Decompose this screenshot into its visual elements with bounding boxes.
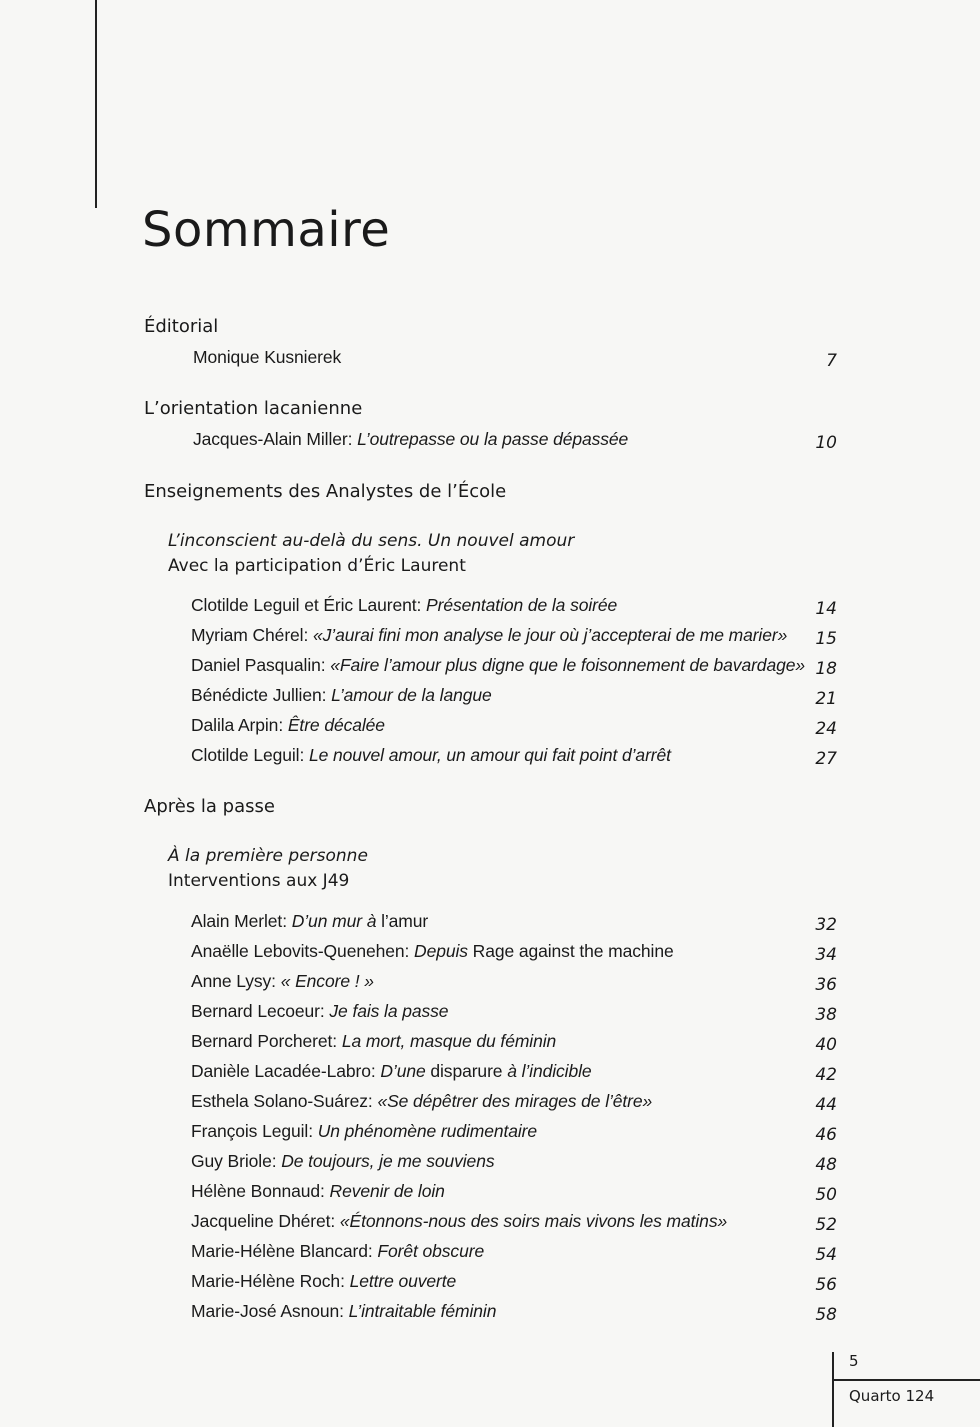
toc-entry[interactable]: Marie-José Asnoun: L’intraitable féminin 58 [191,1301,837,1325]
section-heading-enseignements: Enseignements des Analystes de l’École [144,481,507,502]
entry-author: Hélène Bonnaud [191,1181,320,1201]
entry-page: 24 [815,719,837,739]
entry-author: Bénédicte Jullien [191,685,322,705]
entry-title: D’une [380,1061,426,1081]
entry-page: 36 [815,975,837,995]
entry-page: 15 [815,629,837,649]
footer-rule-vertical [832,1352,834,1427]
entry-page: 34 [815,945,837,965]
section-note: Avec la participation d’Éric Laurent [168,556,466,576]
toc-entry[interactable]: Hélène Bonnaud: Revenir de loin 50 [191,1181,837,1205]
entry-page: 42 [815,1065,837,1085]
entry-author: Bernard Porcheret [191,1031,333,1051]
toc-entry[interactable]: Marie-Hélène Blancard: Forêt obscure 54 [191,1241,837,1265]
entry-title: La mort, masque du féminin [341,1031,557,1051]
entry-page: 48 [815,1155,837,1175]
entry-author: François Leguil [191,1121,309,1141]
entry-page: 56 [815,1275,837,1295]
entry-author: Jacqueline Dhéret [191,1211,331,1231]
entry-title: L’amour de la langue [331,685,492,705]
toc-entry[interactable]: Clotilde Leguil: Le nouvel amour, un amour qui fait point d’arrêt 27 [191,745,837,769]
entry-title: « Encore ! » [280,971,374,991]
entry-page: 7 [826,351,837,371]
entry-title: De toujours, je me souviens [281,1151,495,1171]
entry-title-roman: l’amur [376,911,429,931]
entry-title: Le nouvel amour, un amour qui fait point d’arrêt [308,745,671,765]
section-subtitle: L’inconscient au-delà du sens. Un nouvel amour [168,531,575,551]
entry-page: 52 [815,1215,837,1235]
entry-page: 50 [815,1185,837,1205]
entry-author: Danièle Lacadée-Labro [191,1061,371,1081]
page-number: 5 [849,1352,859,1370]
toc-entry[interactable]: Danièle Lacadée-Labro: D’une disparure à l’indicible 42 [191,1061,837,1085]
entry-title: «J’aurai fini mon analyse le jour où j’accepterai de me marier» [313,625,788,645]
entry-author: Guy Briole [191,1151,272,1171]
entry-page: 14 [815,599,837,619]
entry-author: Marie-Hélène Blancard [191,1241,368,1261]
entry-title: Être décalée [287,715,385,735]
entry-page: 40 [815,1035,837,1055]
entry-title-roman: disparure [425,1061,508,1081]
entry-page: 58 [815,1305,837,1325]
entry-title: Revenir de loin [329,1181,445,1201]
entry-title: Depuis [414,941,468,961]
entry-title: L’outrepasse ou la passe dépassée [357,429,629,449]
toc-entry[interactable] [193,347,837,371]
entry-author: Clotilde Leguil et Éric Laurent [191,595,417,615]
entry-author: Esthela Solano-Suárez [191,1091,368,1111]
entry-author: Monique Kusnierek [193,347,342,367]
entry-title: L’intraitable féminin [348,1301,497,1321]
toc-entry[interactable]: Esthela Solano-Suárez: «Se dépêtrer des mirages de l’être» 44 [191,1091,837,1115]
toc-entry[interactable]: Bénédicte Jullien: L’amour de la langue 21 [191,685,837,709]
entry-title: Un phénomène rudimentaire [317,1121,538,1141]
toc-entry[interactable]: Jacques-Alain Miller: L’outrepasse ou la passe dépassée 10 [193,429,837,453]
toc-entry[interactable]: Clotilde Leguil et Éric Laurent: Présentation de la soirée 14 [191,595,837,619]
entry-title: Présentation de la soirée [426,595,618,615]
toc-entry[interactable]: Myriam Chérel: «J’aurai fini mon analyse le jour où j’accepterai de me marier» 15 [191,625,837,649]
entry-page: 10 [815,433,837,453]
entry-title: «Se dépêtrer des mirages de l’être» [377,1091,653,1111]
entry-author: Anaëlle Lebovits-Quenehen [191,941,405,961]
entry-author: Anne Lysy [191,971,272,991]
entry-title: «Étonnons-nous des soirs mais vivons les matins» [339,1211,728,1231]
entry-title: Je fais la passe [329,1001,449,1021]
entry-title: Lettre ouverte [349,1271,457,1291]
entry-author: Myriam Chérel [191,625,304,645]
entry-page: 32 [815,915,837,935]
entry-title-roman: Rage against the machine [467,941,674,961]
entry-author: Marie-José Asnoun [191,1301,340,1321]
entry-page: 27 [815,749,837,769]
toc-entry[interactable]: Alain Merlet: D’un mur à l’amur 32 [191,911,837,935]
toc-entry[interactable]: Guy Briole: De toujours, je me souviens 48 [191,1151,837,1175]
toc-entry[interactable]: François Leguil: Un phénomène rudimentaire 46 [191,1121,837,1145]
entry-author: Alain Merlet [191,911,283,931]
entry-author: Bernard Lecoeur [191,1001,320,1021]
entry-page: 46 [815,1125,837,1145]
entry-page: 54 [815,1245,837,1265]
toc-entry[interactable]: Jacqueline Dhéret: «Étonnons-nous des soirs mais vivons les matins» 52 [191,1211,837,1235]
entry-title: «Faire l’amour plus digne que le foisonnement de bavardage» [330,655,805,675]
section-heading-apres-la-passe: Après la passe [144,796,275,817]
entry-page: 38 [815,1005,837,1025]
entry-author: Dalila Arpin [191,715,279,735]
toc-entry[interactable]: Daniel Pasqualin: «Faire l’amour plus digne que le foisonnement de bavardage» 18 [191,655,837,679]
page-title: Sommaire [142,202,391,258]
entry-title: Forêt obscure [377,1241,485,1261]
toc-entry[interactable]: Anne Lysy: « Encore ! » 36 [191,971,837,995]
entry-author: Daniel Pasqualin [191,655,321,675]
entry-title-end: à l’indicible [507,1061,592,1081]
section-subtitle: À la première personne [168,846,368,866]
entry-page: 44 [815,1095,837,1115]
entry-author: Marie-Hélène Roch [191,1271,341,1291]
toc-entry[interactable]: Bernard Lecoeur: Je fais la passe 38 [191,1001,837,1025]
section-heading-editorial: Éditorial [144,316,219,337]
entry-title: D’un mur à [291,911,377,931]
entry-page: 21 [815,689,837,709]
journal-name: Quarto 124 [849,1387,935,1405]
entry-author: Clotilde Leguil [191,745,300,765]
toc-entry[interactable]: Bernard Porcheret: La mort, masque du féminin 40 [191,1031,837,1055]
entry-author: Jacques-Alain Miller [193,429,348,449]
section-heading-orientation: L’orientation lacanienne [144,398,363,419]
toc-entry[interactable]: Dalila Arpin: Être décalée 24 [191,715,837,739]
section-note: Interventions aux J49 [168,871,350,891]
toc-entry[interactable]: Marie-Hélène Roch: Lettre ouverte 56 [191,1271,837,1295]
footer-rule-horizontal [832,1379,980,1381]
entry-page: 18 [815,659,837,679]
toc-entry[interactable]: Anaëlle Lebovits-Quenehen: Depuis Rage against the machine 34 [191,941,837,965]
